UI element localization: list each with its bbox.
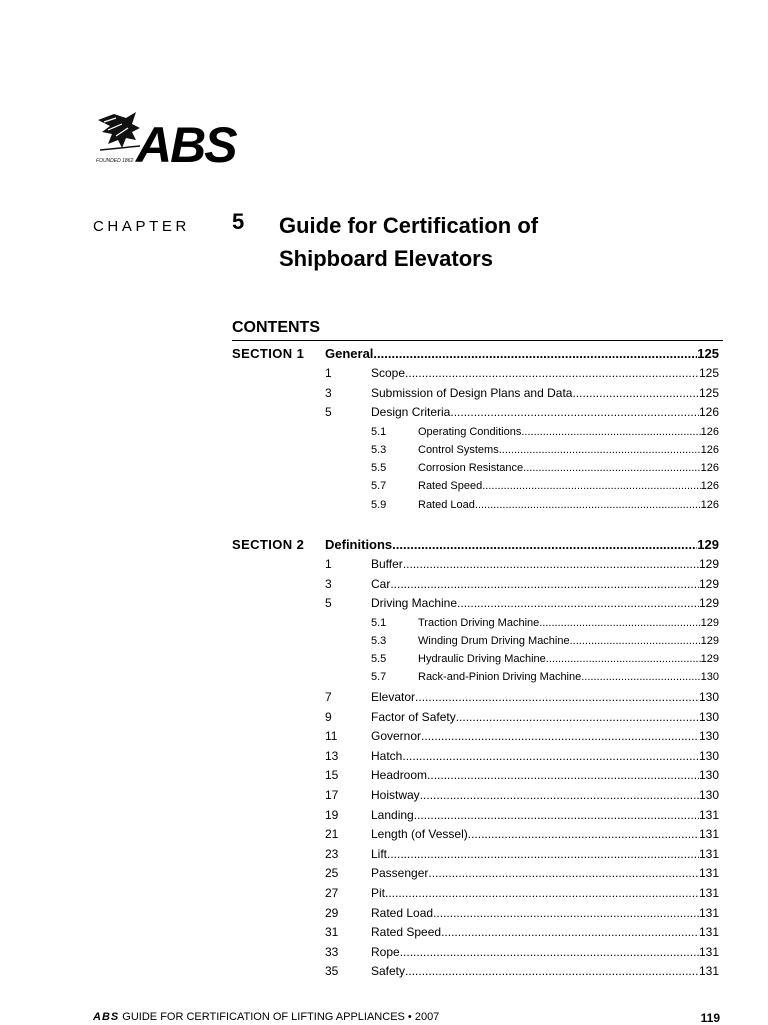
dot-leader xyxy=(570,635,701,647)
toc-item-title: Passenger xyxy=(371,866,429,881)
logo-founded-text: FOUNDED 1862 xyxy=(96,158,134,164)
dot-leader xyxy=(415,690,699,704)
toc-item-title: Pit xyxy=(371,886,386,900)
dot-leader xyxy=(482,480,700,492)
toc-item-number: 5 xyxy=(325,405,332,420)
toc-page-number: 130 xyxy=(698,729,719,744)
toc-page-number: 126 xyxy=(700,425,719,438)
page-footer xyxy=(93,1011,720,1023)
chapter-title xyxy=(279,209,538,275)
dot-leader xyxy=(428,866,699,880)
dot-leader xyxy=(392,537,697,552)
chapter-title-line-1: Guide for Certification of xyxy=(279,213,539,238)
toc-page-number: 126 xyxy=(700,480,719,493)
toc-page-number: 129 xyxy=(700,635,719,647)
toc-item-number: 5.5 xyxy=(371,462,387,475)
toc-item-title: Hydraulic Driving Machine xyxy=(418,653,546,666)
toc-item-entry[interactable] xyxy=(371,749,719,763)
toc-item-entry[interactable] xyxy=(371,710,719,724)
dot-leader xyxy=(539,617,700,629)
toc-item-entry[interactable] xyxy=(371,729,719,743)
toc-page-number: 129 xyxy=(698,596,719,611)
toc-item-title: Traction Driving Machine xyxy=(418,616,540,629)
toc-item-title: Design Criteria xyxy=(371,405,451,420)
dot-leader xyxy=(420,788,699,802)
toc-item-entry[interactable] xyxy=(371,386,719,400)
dot-leader xyxy=(457,596,699,610)
toc-item-title: Buffer xyxy=(371,557,403,571)
toc-item-title: Lift xyxy=(371,846,388,861)
dot-leader xyxy=(523,462,700,474)
toc-page-number: 130 xyxy=(698,709,719,724)
chapter-number: 5 xyxy=(232,209,245,234)
toc-item-number: 5.3 xyxy=(371,635,387,647)
dot-leader xyxy=(433,906,699,920)
toc-item-title: Control Systems xyxy=(418,444,499,456)
toc-item-number: 5.1 xyxy=(371,616,387,629)
toc-subitem-entry[interactable] xyxy=(418,635,719,647)
toc-subitem-entry[interactable] xyxy=(418,671,719,683)
toc-item-number: 17 xyxy=(325,788,339,802)
section-label: SECTION 2 xyxy=(232,537,305,552)
toc-section-title: Definitions xyxy=(325,537,393,552)
dot-leader xyxy=(441,925,699,939)
toc-item-number: 23 xyxy=(325,846,339,861)
dot-leader xyxy=(427,768,699,782)
toc-item-number: 19 xyxy=(325,807,339,822)
toc-page-number: 130 xyxy=(698,748,719,763)
footer-brand: ABS xyxy=(93,1011,120,1023)
dot-leader xyxy=(468,827,699,841)
dot-leader xyxy=(402,749,699,763)
toc-item-entry[interactable] xyxy=(371,827,719,841)
toc-item-number: 5.5 xyxy=(371,653,387,666)
toc-page-number: 130 xyxy=(700,671,719,684)
toc-item-title: Rated Load xyxy=(371,905,434,920)
toc-page-number: 129 xyxy=(697,537,719,552)
toc-item-number: 1 xyxy=(325,557,332,571)
toc-page-number: 126 xyxy=(700,444,719,456)
toc-page-number: 126 xyxy=(698,405,719,420)
toc-item-entry[interactable] xyxy=(371,577,719,591)
toc-page-number: 125 xyxy=(698,366,719,380)
toc-section-entry[interactable] xyxy=(325,346,719,361)
toc-page-number: 129 xyxy=(700,616,719,629)
toc-item-entry[interactable] xyxy=(371,945,719,959)
toc-item-number: 5.7 xyxy=(371,480,387,493)
toc-item-title: Governor xyxy=(371,729,422,744)
toc-subitem-entry[interactable] xyxy=(418,480,719,492)
toc-item-number: 29 xyxy=(325,905,339,920)
toc-item-number: 27 xyxy=(325,886,339,900)
toc-item-title: Factor of Safety xyxy=(371,709,456,724)
toc-item-entry[interactable] xyxy=(371,808,719,822)
toc-item-number: 31 xyxy=(325,925,339,940)
toc-item-number: 1 xyxy=(325,366,332,380)
toc-subitem-entry[interactable] xyxy=(418,462,719,474)
toc-item-entry[interactable] xyxy=(371,366,719,380)
toc-item-title: Landing xyxy=(371,807,414,822)
toc-item-title: Length (of Vessel) xyxy=(371,827,468,842)
toc-page-number: 131 xyxy=(698,944,719,959)
toc-page-number: 130 xyxy=(698,788,719,802)
contents-heading: CONTENTS xyxy=(232,319,320,336)
toc-page-number: 130 xyxy=(698,690,719,704)
toc-page-number: 131 xyxy=(698,905,719,920)
toc-item-number: 3 xyxy=(325,576,332,591)
toc-item-title: Safety xyxy=(371,964,406,979)
toc-item-number: 35 xyxy=(325,964,339,979)
dot-leader xyxy=(405,964,699,978)
toc-page-number: 126 xyxy=(700,498,719,511)
toc-item-number: 11 xyxy=(325,729,338,744)
toc-item-entry[interactable] xyxy=(371,690,719,704)
toc-item-title: Hoistway xyxy=(371,788,420,802)
dot-leader xyxy=(400,945,699,959)
chapter-label: CHAPTER xyxy=(93,218,190,235)
dot-leader xyxy=(546,653,701,665)
dot-leader xyxy=(387,847,699,861)
logo-wordmark: ABS xyxy=(136,117,236,170)
toc-item-title: Scope xyxy=(371,366,406,380)
dot-leader xyxy=(521,426,700,438)
toc-item-title: Rack-and-Pinion Driving Machine xyxy=(418,671,582,684)
toc-item-entry[interactable] xyxy=(371,906,719,920)
toc-subitem-entry[interactable] xyxy=(418,653,719,665)
dot-leader xyxy=(414,808,699,822)
toc-item-title: Rated Speed xyxy=(418,480,483,493)
dot-leader xyxy=(499,444,701,456)
toc-item-title: Elevator xyxy=(371,690,416,704)
dot-leader xyxy=(385,886,699,900)
toc-item-entry[interactable] xyxy=(371,596,719,610)
dot-leader xyxy=(405,366,699,380)
toc-page-number: 129 xyxy=(700,653,719,666)
toc-item-title: Hatch xyxy=(371,748,403,763)
toc-item-title: Headroom xyxy=(371,768,428,783)
dot-leader xyxy=(456,710,699,724)
toc-item-entry[interactable] xyxy=(371,866,719,880)
toc-subitem-entry[interactable] xyxy=(418,617,719,629)
toc-item-entry[interactable] xyxy=(371,788,719,802)
dot-leader xyxy=(373,346,697,361)
toc-item-entry[interactable] xyxy=(371,768,719,782)
toc-item-entry[interactable] xyxy=(371,925,719,939)
toc-item-number: 7 xyxy=(325,690,332,704)
toc-item-title: Submission of Design Plans and Data xyxy=(371,385,573,400)
dot-leader xyxy=(421,729,699,743)
abs-logo xyxy=(96,110,256,170)
chapter-title-line-2: Shipboard Elevators xyxy=(279,246,493,271)
toc-page-number: 131 xyxy=(698,827,719,842)
dot-leader xyxy=(450,405,699,419)
toc-page-number: 130 xyxy=(698,768,719,783)
toc-item-number: 5.7 xyxy=(371,671,387,684)
toc-item-number: 5.9 xyxy=(371,498,387,511)
toc-item-number: 5.3 xyxy=(371,444,387,456)
toc-page-number: 125 xyxy=(697,346,719,361)
toc-item-number: 3 xyxy=(325,385,332,400)
toc-item-entry[interactable] xyxy=(371,405,719,419)
toc-page-number: 131 xyxy=(698,807,719,822)
toc-section-title: General xyxy=(325,346,374,361)
toc-item-entry[interactable] xyxy=(371,886,719,900)
toc-item-title: Car xyxy=(371,576,391,591)
toc-item-title: Operating Conditions xyxy=(418,425,522,438)
toc-item-number: 5 xyxy=(325,596,332,611)
toc-page-number: 131 xyxy=(698,964,719,979)
toc-section-entry[interactable] xyxy=(325,537,719,552)
toc-item-number: 33 xyxy=(325,944,339,959)
toc-item-title: Winding Drum Driving Machine xyxy=(418,635,570,647)
dot-leader xyxy=(390,577,699,591)
toc-item-number: 15 xyxy=(325,768,339,783)
toc-item-number: 21 xyxy=(325,827,339,842)
toc-page-number: 129 xyxy=(698,576,719,591)
toc-item-number: 5.1 xyxy=(371,425,387,438)
toc-item-number: 25 xyxy=(325,866,339,881)
footer-text: GUIDE FOR CERTIFICATION OF LIFTING APPLIANCES • 2007 xyxy=(122,1011,440,1023)
toc-item-title: Rated Load xyxy=(418,498,475,511)
toc-page-number: 131 xyxy=(698,846,719,861)
toc-page-number: 131 xyxy=(698,886,719,900)
dot-leader xyxy=(572,386,699,400)
toc-item-number: 13 xyxy=(325,748,339,763)
toc-subitem-entry[interactable] xyxy=(418,444,719,456)
toc-item-title: Corrosion Resistance xyxy=(418,462,524,475)
toc-item-entry[interactable] xyxy=(371,964,719,978)
toc-item-entry[interactable] xyxy=(371,847,719,861)
toc-item-number: 9 xyxy=(325,709,332,724)
toc-page-number: 126 xyxy=(700,462,719,475)
toc-item-title: Rated Speed xyxy=(371,925,442,940)
toc-item-title: Driving Machine xyxy=(371,596,458,611)
toc-page-number: 131 xyxy=(698,866,719,881)
toc-item-entry[interactable] xyxy=(371,557,719,571)
dot-leader xyxy=(475,499,701,511)
contents-rule xyxy=(232,340,723,341)
footer-page-number: 119 xyxy=(700,1011,720,1025)
toc-page-number: 129 xyxy=(698,557,719,571)
dot-leader xyxy=(403,557,699,571)
toc-page-number: 125 xyxy=(698,385,719,400)
toc-page-number: 131 xyxy=(698,925,719,940)
dot-leader xyxy=(581,671,700,683)
section-label: SECTION 1 xyxy=(232,346,305,361)
toc-item-title: Rope xyxy=(371,944,400,959)
toc-subitem-entry[interactable] xyxy=(418,499,719,511)
eagle-logo-icon xyxy=(96,110,256,170)
toc-subitem-entry[interactable] xyxy=(418,426,719,438)
